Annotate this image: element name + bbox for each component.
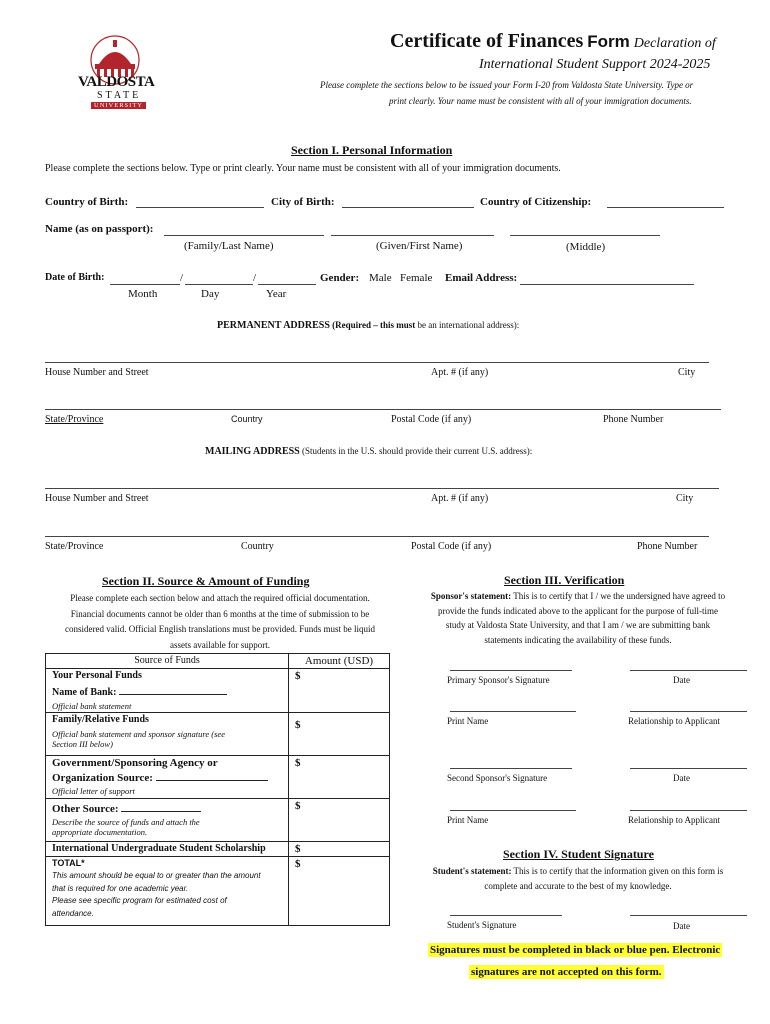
second-sig-caption: Second Sponsor's Signature [447, 773, 548, 783]
table-header-row [46, 654, 390, 669]
city-of-birth-label: City of Birth: [271, 196, 335, 208]
gov-label-2: Organization Source: [52, 772, 153, 784]
perm-phone-caption: Phone Number [603, 414, 664, 425]
student-date-caption: Date [673, 921, 690, 931]
mail-state-caption: State/Province [45, 541, 104, 552]
total-note-4: attendance. [52, 908, 94, 918]
mail-postal-caption: Postal Code (if any) [411, 541, 492, 552]
given-name-field[interactable] [331, 235, 494, 236]
bank-name-field[interactable] [119, 683, 227, 695]
sponsor-statement-1: This is to certify that I / we the undersigned have agreed to [511, 591, 726, 601]
gender-female-option[interactable]: Female [400, 272, 433, 284]
perm-state-caption: State/Province [45, 414, 104, 425]
permanent-street-field[interactable] [45, 362, 709, 363]
gender-male-option[interactable]: Male [369, 272, 392, 284]
student-statement-label: Student's statement: [432, 866, 512, 876]
permanent-region-field[interactable] [45, 409, 721, 410]
perm-city-caption: City [678, 367, 696, 378]
family-note-2: Section III below) [52, 739, 113, 749]
sponsor-statement-3: study at Valdosta State University, and that I am / we are submitting bank [445, 620, 711, 630]
given-name-caption: (Given/First Name) [376, 240, 463, 252]
city-of-birth-field[interactable] [342, 207, 474, 208]
subtitle-1: Please complete the sections below to be issued your Form I-20 from Valdosta State University. Type or [320, 80, 694, 90]
second-relationship-caption: Relationship to Applicant [628, 815, 720, 825]
permanent-address-heading [217, 320, 519, 331]
logo-text-valdosta: VALDOSTA [78, 74, 155, 90]
mail-city-caption: City [676, 493, 694, 504]
sponsor-statement-4: statements indicating the availability of these funds. [484, 634, 672, 645]
other-note-1: Describe the source of funds and attach the [52, 817, 200, 827]
col-amount-header: Amount (USD) [289, 654, 390, 669]
mail-country-caption: Country [241, 541, 274, 552]
day-caption: Day [201, 288, 220, 300]
primary-sponsor-signature-field[interactable] [450, 670, 572, 671]
table-row [46, 756, 390, 799]
total-amount[interactable]: $ [289, 857, 390, 926]
gov-funds-amount[interactable]: $ [289, 756, 390, 799]
bank-name-label: Name of Bank: [52, 687, 117, 698]
pen-notice-1-text: Signatures must be completed in black or blue pen. Electronic [430, 944, 721, 956]
country-of-citizenship-label: Country of Citizenship: [480, 196, 592, 208]
family-note-1: Official bank statement and sponsor signature (see [52, 729, 225, 739]
perm-country-caption: Country [231, 414, 263, 424]
total-note-3: Please see specific program for estimated cost of [52, 896, 227, 905]
perm-apt-caption: Apt. # (if any) [431, 367, 489, 378]
section-1-heading: Section I. Personal Information [291, 143, 453, 157]
table-row [46, 669, 390, 713]
gov-note: Official letter of support [52, 786, 135, 796]
section-1-instructions: Please complete the sections below. Type or print clearly. Your name must be consistent with all of your immigration documents. [45, 163, 561, 174]
pen-notice-1 [428, 940, 722, 958]
title-form: Form [587, 32, 630, 51]
section-3-heading: Section III. Verification [504, 573, 625, 587]
col-source-header: Source of Funds [46, 654, 289, 669]
mail-house-caption: House Number and Street [45, 493, 149, 504]
middle-name-field[interactable] [510, 235, 660, 236]
section-4-heading: Section IV. Student Signature [503, 847, 654, 861]
primary-sponsor-date-field[interactable] [630, 670, 747, 671]
middle-name-caption: (Middle) [566, 241, 606, 253]
dob-year-field[interactable] [258, 284, 316, 285]
permanent-note-a: (Required – this [332, 320, 397, 330]
student-statement [408, 864, 748, 894]
primary-relationship-field[interactable] [630, 711, 747, 712]
year-caption: Year [266, 288, 287, 300]
logo-text-state: STATE [97, 90, 142, 101]
mailing-street-field[interactable] [45, 488, 719, 489]
permanent-note-b: must [396, 320, 416, 330]
total-note [52, 870, 282, 920]
section-2-heading: Section II. Source & Amount of Funding [102, 574, 310, 588]
mail-phone-caption: Phone Number [637, 541, 698, 552]
pen-notice-2-text: signatures are not accepted on this form. [471, 966, 662, 978]
second-print-caption: Print Name [447, 815, 489, 825]
second-sponsor-date-field[interactable] [630, 768, 747, 769]
month-caption: Month [128, 288, 158, 300]
gender-label: Gender: [320, 272, 360, 284]
personal-funds-amount[interactable]: $ [289, 669, 390, 713]
pen-notice-2 [469, 962, 664, 980]
primary-print-name-field[interactable] [450, 711, 576, 712]
personal-note: Official bank statement [52, 701, 132, 711]
section-2-intro-3: considered valid. Official English translations must be provided. Funds must be liquid [64, 624, 376, 634]
section-2-intro-1: Please complete each section below and attach the required official documentation. [70, 593, 370, 603]
country-of-birth-label: Country of Birth: [45, 196, 129, 208]
mailing-region-field[interactable] [45, 536, 709, 537]
perm-postal-caption: Postal Code (if any) [391, 414, 472, 425]
permanent-note-c: be an international address): [415, 320, 520, 330]
primary-date-caption: Date [673, 675, 690, 685]
student-signature-field[interactable] [450, 915, 562, 916]
second-sponsor-signature-field[interactable] [450, 768, 572, 769]
country-of-birth-field[interactable] [136, 207, 264, 208]
perm-house-caption: House Number and Street [45, 367, 149, 378]
total-note-1: This amount should be equal to or greater than the amount [52, 871, 261, 880]
dob-slash-2: / [253, 272, 257, 284]
primary-relationship-caption: Relationship to Applicant [628, 716, 720, 726]
mailing-address-title: MAILING ADDRESS [205, 446, 300, 457]
dob-month-field[interactable] [110, 284, 180, 285]
logo-text-university: UNIVERSITY [91, 102, 146, 109]
personal-funds-label: Your Personal Funds [52, 670, 142, 681]
student-date-field[interactable] [630, 915, 747, 916]
funding-table [45, 653, 390, 926]
student-statement-1: This is to certify that the information given on this form is [511, 866, 724, 876]
gov-source-field[interactable] [156, 769, 268, 781]
section-2-intro-2: Financial documents cannot be older than 6 months at the time of submission to be [70, 608, 370, 619]
form-title [390, 30, 716, 53]
sponsor-statement-line-1 [408, 589, 748, 604]
other-note-2: appropriate documentation. [52, 827, 148, 837]
family-funds-amount[interactable]: $ [289, 713, 390, 756]
dob-label: Date of Birth: [45, 272, 105, 283]
student-statement-line-1 [408, 864, 748, 879]
dob-day-field[interactable] [185, 284, 253, 285]
name-passport-label: Name (as on passport): [45, 223, 154, 235]
title-main: Certificate of Finances [390, 30, 584, 52]
other-funds-amount[interactable]: $ [289, 799, 390, 842]
mailing-address-heading [205, 446, 532, 457]
table-row [46, 857, 390, 926]
gov-row-2 [52, 769, 282, 784]
total-note-2: that is required for one academic year. [52, 883, 189, 893]
primary-sig-caption: Primary Sponsor's Signature [447, 675, 550, 685]
other-label: Other Source: [52, 803, 119, 815]
primary-print-caption: Print Name [447, 716, 489, 726]
sponsor-statement-2: provide the funds indicated above to the applicant for the purpose of full-time [438, 605, 718, 616]
section-2-intro [45, 591, 395, 653]
subtitle-2: print clearly. Your name must be consistent with all of your immigration documents. [389, 96, 692, 106]
family-funds-label: Family/Relative Funds [52, 714, 149, 725]
sponsor-statement [408, 589, 748, 647]
other-row [52, 800, 282, 815]
dob-slash-1: / [180, 272, 184, 284]
table-row [46, 713, 390, 756]
email-field[interactable] [520, 284, 694, 285]
email-label: Email Address: [445, 272, 518, 284]
gov-label-1: Government/Sponsoring Agency or [52, 757, 218, 769]
title-italic-2: International Student Support 2024-2025 [479, 57, 711, 72]
title-italic-1: Declaration of [633, 36, 716, 51]
country-of-citizenship-field[interactable] [607, 207, 724, 208]
sponsor-statement-label: Sponsor's statement: [430, 591, 512, 601]
scholarship-label: International Undergraduate Student Scholarship [46, 842, 289, 857]
section-2-intro-4: assets available for support. [170, 639, 270, 650]
family-name-caption: (Family/Last Name) [184, 240, 274, 252]
scholarship-amount[interactable]: $ [289, 842, 390, 857]
mailing-note: (Students in the U.S. should provide their current U.S. address): [302, 446, 533, 456]
total-label: TOTAL* [52, 858, 85, 868]
second-print-name-field[interactable] [450, 810, 576, 811]
table-row [46, 799, 390, 842]
university-logo [75, 30, 155, 110]
other-source-field[interactable] [121, 800, 201, 812]
table-row [46, 842, 390, 857]
student-statement-2: complete and accurate to the best of my knowledge. [484, 881, 672, 891]
second-date-caption: Date [673, 773, 690, 783]
bank-name-row [52, 683, 282, 698]
family-name-field[interactable] [164, 235, 324, 236]
mail-apt-caption: Apt. # (if any) [431, 493, 489, 504]
second-relationship-field[interactable] [630, 810, 747, 811]
student-sig-caption: Student's Signature [447, 920, 517, 930]
permanent-address-title: PERMANENT ADDRESS [217, 320, 330, 331]
